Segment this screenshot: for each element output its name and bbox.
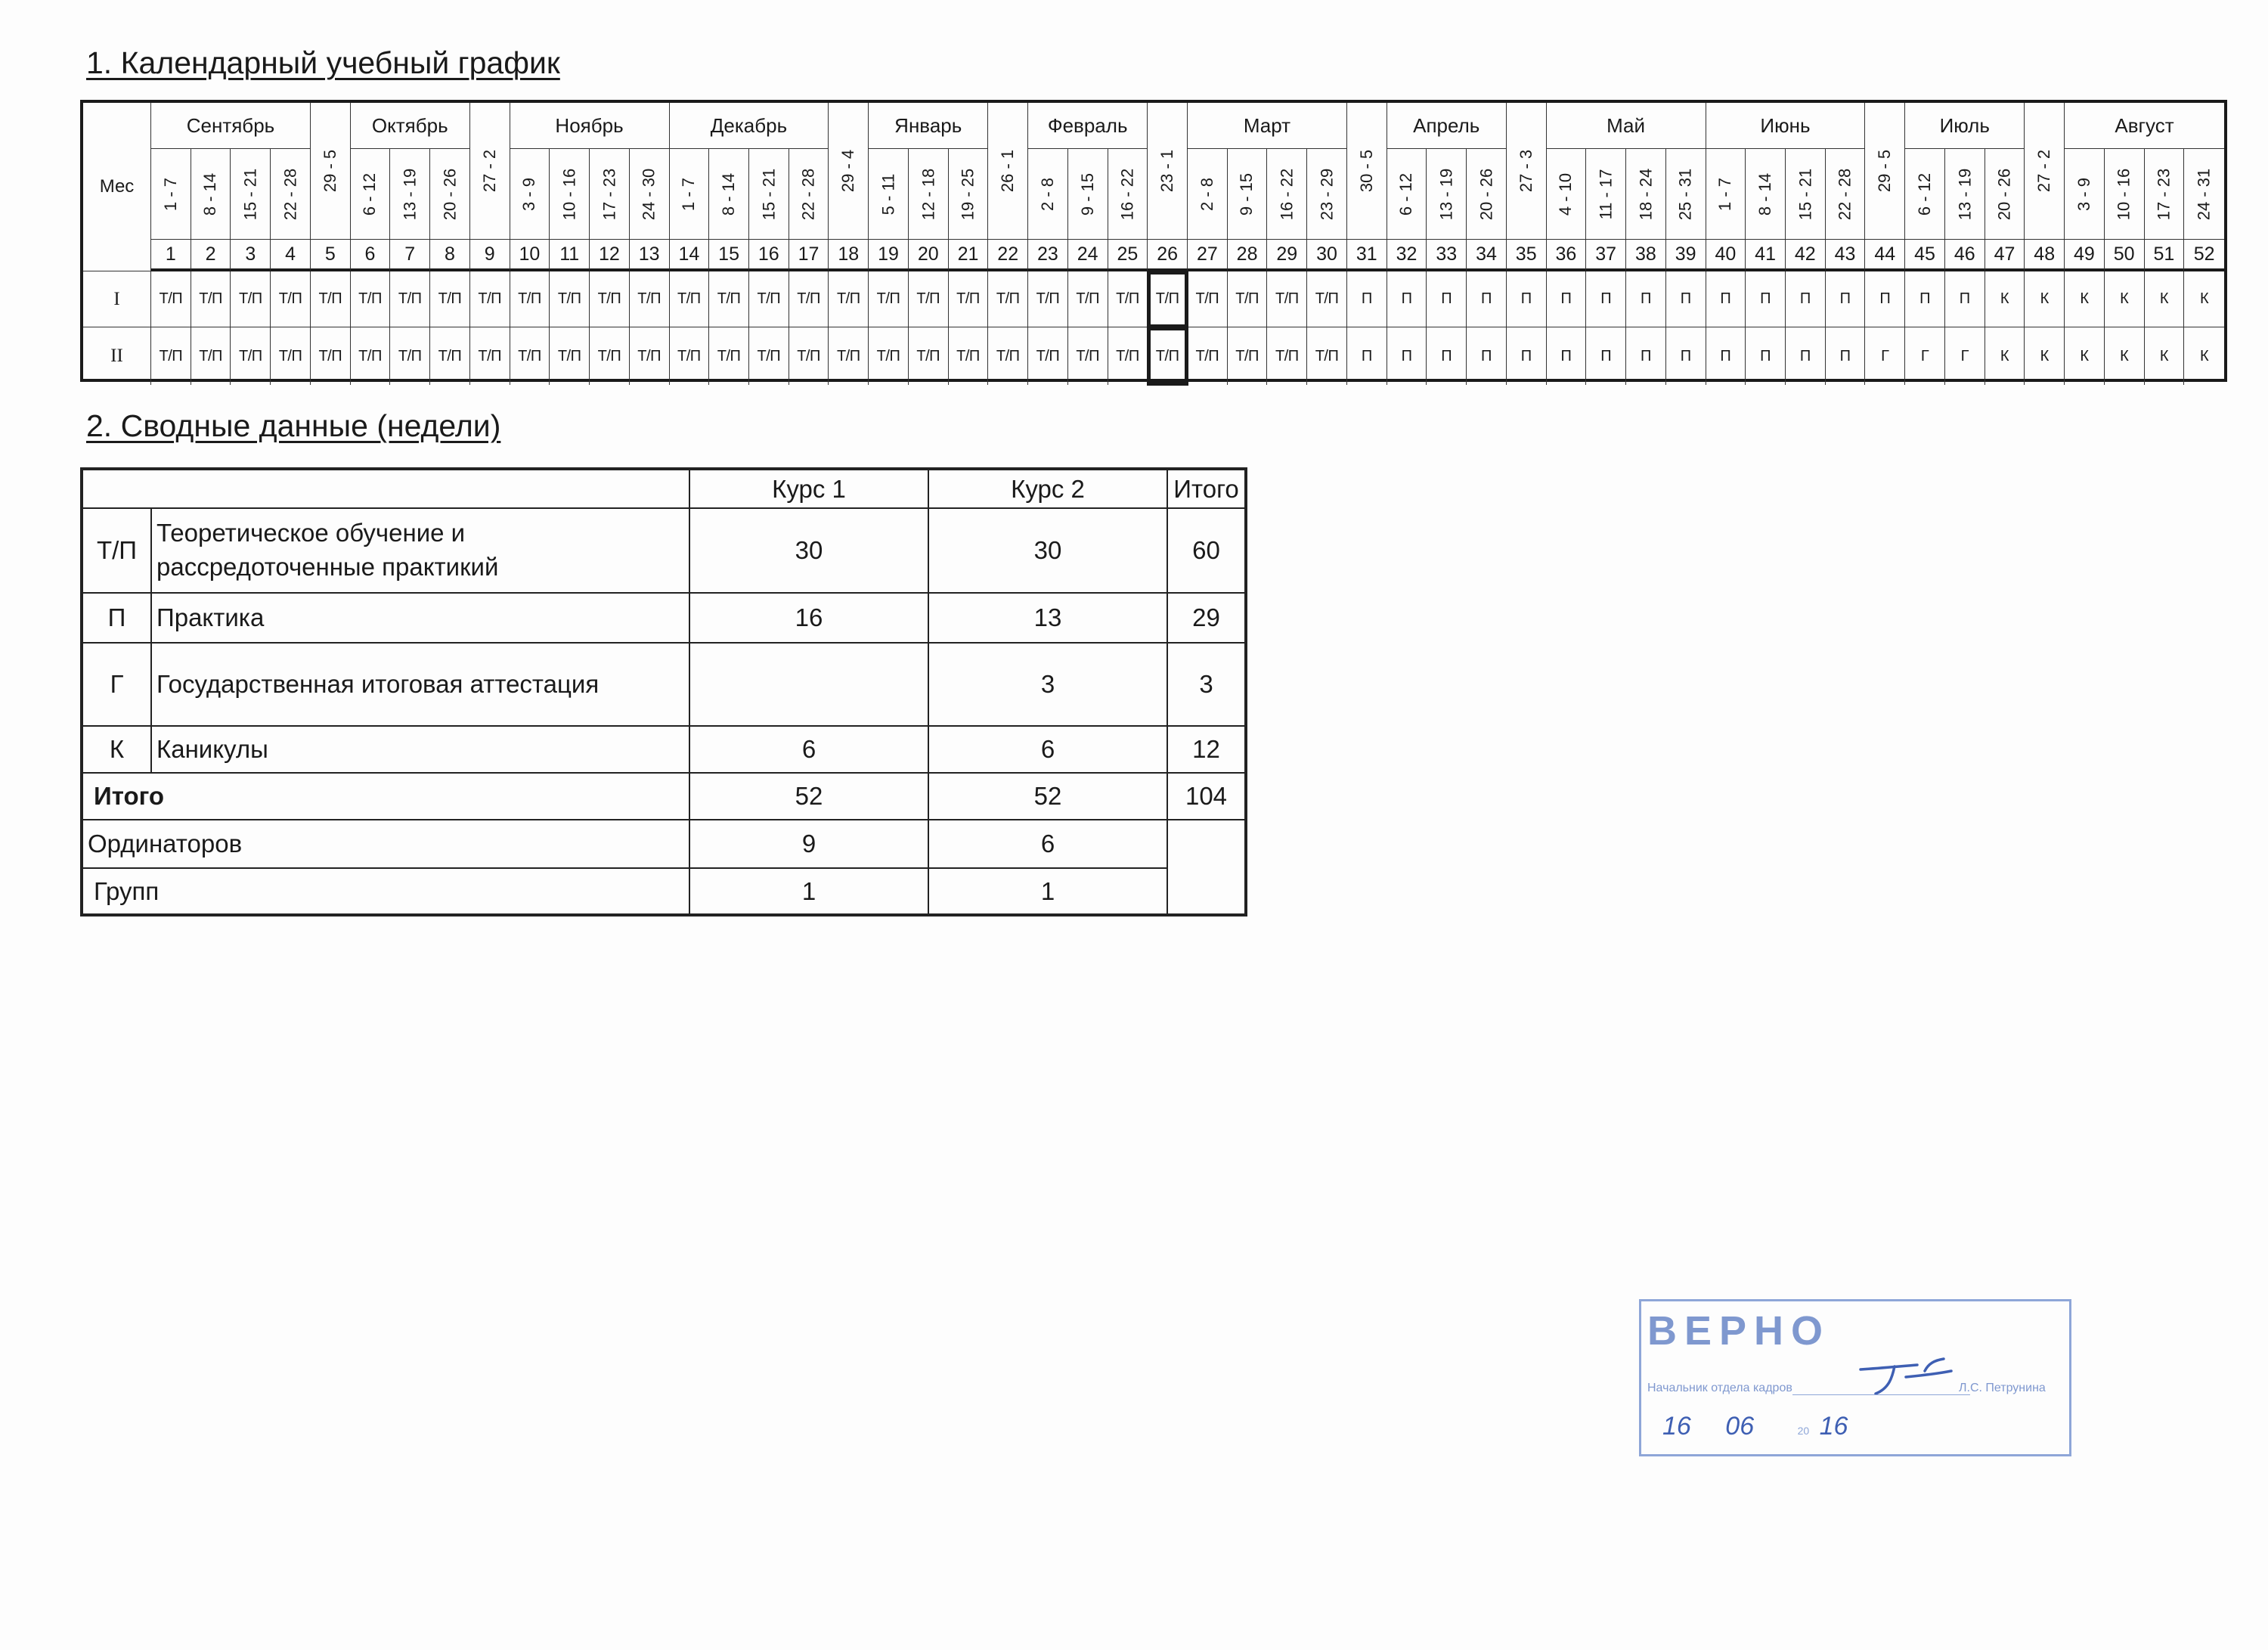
schedule-cell: П bbox=[1387, 327, 1427, 385]
schedule-cell: П bbox=[1507, 271, 1547, 327]
schedule-cell: Т/П bbox=[271, 327, 311, 385]
month-label-17: Июнь bbox=[1706, 103, 1866, 149]
schedule-cell: Т/П bbox=[749, 271, 789, 327]
schedule-cell: Т/П bbox=[430, 327, 470, 385]
month-label-5: Ноябрь bbox=[510, 103, 670, 149]
schedule-cell: Г bbox=[1905, 327, 1945, 385]
week-range-label: 13 - 19 bbox=[1427, 149, 1467, 240]
week-number: 16 bbox=[749, 240, 789, 271]
schedule-cell: Т/П bbox=[1148, 271, 1188, 327]
section-calendar-title: 1. Календарный учебный график bbox=[86, 45, 560, 80]
week-number: 25 bbox=[1108, 240, 1148, 271]
week-number: 21 bbox=[949, 240, 989, 271]
schedule-cell: Т/П bbox=[1228, 271, 1268, 327]
schedule-cell: К bbox=[2105, 327, 2145, 385]
summary-row-groups bbox=[82, 868, 1246, 915]
week-number: 46 bbox=[1945, 240, 1985, 271]
schedule-cell: П bbox=[1786, 327, 1826, 385]
groups-course-2: 1 bbox=[928, 868, 1167, 915]
week-range-label: 8 - 14 bbox=[709, 149, 749, 240]
week-number: 29 bbox=[1267, 240, 1307, 271]
week-number: 7 bbox=[390, 240, 430, 271]
row-course-1: 16 bbox=[689, 593, 928, 643]
week-number: 8 bbox=[430, 240, 470, 271]
week-range-label: 22 - 28 bbox=[789, 149, 829, 240]
schedule-cell: П bbox=[1626, 327, 1666, 385]
schedule-cell: Т/П bbox=[311, 327, 351, 385]
month-label-10: Февраль bbox=[1028, 103, 1148, 149]
week-number: 28 bbox=[1228, 240, 1268, 271]
month-label-1: Сентябрь bbox=[151, 103, 311, 149]
calendar-schedule-grid bbox=[80, 100, 2227, 382]
header-course-2: Курс 2 bbox=[928, 469, 1167, 508]
schedule-cell: Т/П bbox=[1228, 327, 1268, 385]
schedule-cell: П bbox=[1666, 327, 1706, 385]
summary-row-total bbox=[82, 773, 1246, 820]
schedule-cell: Т/П bbox=[390, 271, 430, 327]
week-number: 39 bbox=[1666, 240, 1706, 271]
summary-weeks-table bbox=[80, 467, 1247, 916]
schedule-cell: Т/П bbox=[311, 271, 351, 327]
summary-row-theory bbox=[82, 508, 1246, 593]
section-summary-title: 2. Сводные данные (недели) bbox=[86, 408, 501, 443]
week-number: 38 bbox=[1626, 240, 1666, 271]
month-label-14: Апрель bbox=[1387, 103, 1507, 149]
schedule-cell: П bbox=[1547, 327, 1587, 385]
week-range-label: 10 - 16 bbox=[2105, 149, 2145, 240]
week-range-label: 20 - 26 bbox=[430, 149, 470, 240]
week-range-label: 18 - 24 bbox=[1626, 149, 1666, 240]
stamp-date bbox=[1662, 1412, 1848, 1441]
schedule-cell: П bbox=[1347, 271, 1387, 327]
schedule-cell: Т/П bbox=[351, 271, 391, 327]
week-number: 43 bbox=[1826, 240, 1866, 271]
total-course-2: 52 bbox=[928, 773, 1167, 820]
schedule-cell: П bbox=[1666, 271, 1706, 327]
schedule-cell: Т/П bbox=[231, 327, 271, 385]
week-range-label: 3 - 9 bbox=[510, 149, 550, 240]
schedule-cell: Т/П bbox=[789, 271, 829, 327]
week-number: 4 bbox=[271, 240, 311, 271]
week-number: 1 bbox=[151, 240, 191, 271]
week-range-label: 5 - 11 bbox=[869, 149, 909, 240]
row-course-1: 6 bbox=[689, 726, 928, 773]
schedule-cell: Т/П bbox=[670, 271, 710, 327]
row-course-2: 6 bbox=[928, 726, 1167, 773]
schedule-cell: П bbox=[1905, 271, 1945, 327]
schedule-cell: Т/П bbox=[590, 327, 630, 385]
schedule-cell: К bbox=[1985, 271, 2025, 327]
schedule-cell: Т/П bbox=[191, 271, 231, 327]
row-course-1: 30 bbox=[689, 508, 928, 593]
schedule-cell: К bbox=[2200, 347, 2209, 364]
residents-total-empty bbox=[1167, 820, 1246, 915]
row-code: П bbox=[82, 593, 151, 643]
schedule-cell: Т/П bbox=[1108, 327, 1148, 385]
month-label-8: Январь bbox=[869, 103, 988, 149]
week-range-label: 1 - 7 bbox=[151, 149, 191, 240]
week-range-label: 2 - 8 bbox=[1028, 149, 1068, 240]
schedule-cell: Т/П bbox=[909, 327, 949, 385]
total-overall: 104 bbox=[1167, 773, 1246, 820]
week-number: 6 bbox=[351, 240, 391, 271]
schedule-cell: Т/П bbox=[430, 271, 470, 327]
stamp-year-prefix: 20 bbox=[1797, 1425, 1810, 1437]
schedule-cell: П bbox=[1427, 327, 1467, 385]
stamp-name: Л.С. Петрунина bbox=[1959, 1382, 2046, 1394]
schedule-cell: Т/П bbox=[630, 271, 670, 327]
schedule-cell: П bbox=[1945, 271, 1985, 327]
row-total: 60 bbox=[1167, 508, 1246, 593]
schedule-cell: П bbox=[1586, 271, 1626, 327]
summary-header-blank bbox=[82, 469, 689, 508]
schedule-cell: П bbox=[1347, 327, 1387, 385]
schedule-cell: Т/П bbox=[949, 327, 989, 385]
week-range-label: 15 - 21 bbox=[231, 149, 271, 240]
schedule-cell: Т/П bbox=[988, 327, 1028, 385]
week-range-label: 24 - 30 bbox=[630, 149, 670, 240]
transition-week-label: 26 - 1 bbox=[988, 103, 1028, 240]
week-range-label: 20 - 26 bbox=[1985, 149, 2025, 240]
week-range-label: 1 - 7 bbox=[670, 149, 710, 240]
schedule-cell: Т/П bbox=[709, 327, 749, 385]
week-number: 9 bbox=[470, 240, 510, 271]
row-label: Практика bbox=[151, 593, 689, 643]
schedule-cell: Т/П bbox=[1267, 327, 1307, 385]
schedule-cell: Т/П bbox=[630, 327, 670, 385]
schedule-cell: Т/П bbox=[1307, 327, 1347, 385]
week-range-label: 19 - 25 bbox=[949, 149, 989, 240]
row-total: 29 bbox=[1167, 593, 1246, 643]
row-code: Т/П bbox=[82, 508, 151, 593]
summary-row-practice bbox=[82, 593, 1246, 643]
schedule-cell: Т/П bbox=[829, 327, 869, 385]
schedule-cell: К bbox=[1985, 327, 2025, 385]
schedule-cell: Г bbox=[1865, 327, 1905, 385]
week-range-label: 8 - 14 bbox=[191, 149, 231, 240]
week-range-label: 17 - 23 bbox=[2145, 149, 2185, 240]
week-number: 49 bbox=[2065, 240, 2105, 271]
schedule-cell: К bbox=[2025, 327, 2065, 385]
schedule-cell: Г bbox=[1945, 327, 1985, 385]
week-number: 42 bbox=[1786, 240, 1826, 271]
row-total: 3 bbox=[1167, 643, 1246, 726]
week-number: 37 bbox=[1586, 240, 1626, 271]
schedule-cell: Т/П bbox=[829, 271, 869, 327]
week-range-label: 22 - 28 bbox=[1826, 149, 1866, 240]
schedule-cell: Т/П bbox=[1148, 327, 1188, 385]
schedule-cell: Т/П bbox=[869, 327, 909, 385]
residents-course-1: 9 bbox=[689, 820, 928, 868]
total-course-1: 52 bbox=[689, 773, 928, 820]
week-range-label: 4 - 10 bbox=[1547, 149, 1587, 240]
groups-label: Групп bbox=[82, 868, 689, 915]
stamp-position: Начальник отдела кадров bbox=[1647, 1382, 1792, 1394]
week-range-label: 16 - 22 bbox=[1108, 149, 1148, 240]
residents-course-2: 6 bbox=[928, 820, 1167, 868]
schedule-cell: К bbox=[2065, 327, 2105, 385]
schedule-cell: Т/П bbox=[1307, 271, 1347, 327]
week-number: 27 bbox=[1188, 240, 1228, 271]
week-range-label: 13 - 19 bbox=[1945, 149, 1985, 240]
week-number: 11 bbox=[550, 240, 590, 271]
week-number: 40 bbox=[1706, 240, 1746, 271]
week-number: 34 bbox=[1467, 240, 1507, 271]
transition-week-label: 30 - 5 bbox=[1347, 103, 1387, 240]
schedule-cell: П bbox=[1387, 271, 1427, 327]
schedule-cell: П bbox=[1746, 271, 1786, 327]
schedule-cell: Т/П bbox=[351, 327, 391, 385]
week-number: 15 bbox=[709, 240, 749, 271]
week-range-label: 6 - 12 bbox=[1387, 149, 1427, 240]
stamp-day: 16 bbox=[1662, 1412, 1691, 1441]
schedule-cell: Т/П bbox=[1068, 327, 1108, 385]
schedule-cell: П bbox=[1826, 271, 1866, 327]
week-range-label: 10 - 16 bbox=[550, 149, 590, 240]
week-number: 31 bbox=[1347, 240, 1387, 271]
week-number: 30 bbox=[1307, 240, 1347, 271]
week-number: 36 bbox=[1547, 240, 1587, 271]
schedule-cell: П bbox=[1586, 327, 1626, 385]
schedule-cell: Т/П bbox=[510, 271, 550, 327]
week-number: 2 bbox=[191, 240, 231, 271]
schedule-cell: Т/П bbox=[670, 327, 710, 385]
stamp-month: 06 bbox=[1725, 1412, 1755, 1441]
schedule-cell: Т/П bbox=[550, 327, 590, 385]
month-label-12: Март bbox=[1188, 103, 1347, 149]
week-number: 17 bbox=[789, 240, 829, 271]
schedule-cell: Т/П bbox=[590, 271, 630, 327]
schedule-cell: Т/П bbox=[909, 271, 949, 327]
week-range-label: 6 - 12 bbox=[1905, 149, 1945, 240]
summary-row-residents bbox=[82, 820, 1246, 868]
schedule-cell: Т/П bbox=[789, 327, 829, 385]
schedule-cell: К bbox=[2145, 327, 2185, 385]
schedule-cell: Т/П bbox=[869, 271, 909, 327]
transition-week-label: 29 - 5 bbox=[1865, 103, 1905, 240]
week-number: 41 bbox=[1746, 240, 1786, 271]
schedule-cell: Т/П bbox=[191, 327, 231, 385]
schedule-cell: Т/П bbox=[1267, 271, 1307, 327]
schedule-cell: Т/П bbox=[949, 271, 989, 327]
week-range-label: 2 - 8 bbox=[1188, 149, 1228, 240]
week-number: 5 bbox=[311, 240, 351, 271]
transition-week-label: 27 - 2 bbox=[2025, 103, 2065, 240]
header-total: Итого bbox=[1167, 469, 1246, 508]
stamp-year: 16 bbox=[1819, 1412, 1848, 1441]
transition-week-label: 23 - 1 bbox=[1148, 103, 1188, 240]
schedule-cell: Т/П bbox=[1108, 271, 1148, 327]
schedule-cell: К bbox=[2065, 271, 2105, 327]
week-range-label: 25 - 31 bbox=[1666, 149, 1706, 240]
week-range-label: 13 - 19 bbox=[390, 149, 430, 240]
schedule-cell: П bbox=[1467, 327, 1507, 385]
week-number: 48 bbox=[2025, 240, 2065, 271]
week-range-label: 1 - 7 bbox=[1706, 149, 1746, 240]
week-number: 14 bbox=[670, 240, 710, 271]
month-label-3: Октябрь bbox=[351, 103, 470, 149]
residents-label: Ординаторов bbox=[82, 820, 689, 868]
schedule-cell: Т/П bbox=[151, 271, 191, 327]
week-range-label: 9 - 15 bbox=[1068, 149, 1108, 240]
schedule-cell: П bbox=[1427, 271, 1467, 327]
week-number: 52 bbox=[2184, 240, 2224, 271]
week-range-label: 9 - 15 bbox=[1228, 149, 1268, 240]
course-label: II bbox=[83, 327, 151, 385]
week-number: 44 bbox=[1865, 240, 1905, 271]
month-label-16: Май bbox=[1547, 103, 1706, 149]
week-range-label: 23 - 29 bbox=[1307, 149, 1347, 240]
week-number: 13 bbox=[630, 240, 670, 271]
schedule-cell: Т/П bbox=[271, 271, 311, 327]
row-label: Каникулы bbox=[151, 726, 689, 773]
schedule-cell: П bbox=[1826, 327, 1866, 385]
transition-week-label: 29 - 4 bbox=[829, 103, 869, 240]
schedule-cell: П bbox=[1626, 271, 1666, 327]
schedule-cell: Т/П bbox=[1028, 327, 1068, 385]
stamp-title: ВЕРНО bbox=[1647, 1308, 1831, 1354]
month-label-6: Декабрь bbox=[670, 103, 829, 149]
schedule-cell: Т/П bbox=[231, 271, 271, 327]
week-range-label: 17 - 23 bbox=[590, 149, 630, 240]
week-number: 18 bbox=[829, 240, 869, 271]
month-label-19: Июль bbox=[1905, 103, 2025, 149]
schedule-cell: Т/П bbox=[709, 271, 749, 327]
row-course-2: 13 bbox=[928, 593, 1167, 643]
schedule-cell: П bbox=[1507, 327, 1547, 385]
row-code: Г bbox=[82, 643, 151, 726]
row-course-2: 3 bbox=[928, 643, 1167, 726]
groups-course-1: 1 bbox=[689, 868, 928, 915]
schedule-cell: К bbox=[2145, 271, 2185, 327]
week-number: 50 bbox=[2105, 240, 2145, 271]
schedule-cell: Т/П bbox=[550, 271, 590, 327]
summary-row-attestation bbox=[82, 643, 1246, 726]
row-total: 12 bbox=[1167, 726, 1246, 773]
week-number: 12 bbox=[590, 240, 630, 271]
header-course-1: Курс 1 bbox=[689, 469, 928, 508]
schedule-cell: Т/П bbox=[1188, 327, 1228, 385]
transition-week-label: 27 - 3 bbox=[1507, 103, 1547, 240]
week-range-label: 22 - 28 bbox=[271, 149, 311, 240]
week-number: 10 bbox=[510, 240, 550, 271]
week-number: 33 bbox=[1427, 240, 1467, 271]
schedule-cell: Т/П bbox=[390, 327, 430, 385]
week-number: 22 bbox=[988, 240, 1028, 271]
week-range-label: 12 - 18 bbox=[909, 149, 949, 240]
week-range-label: 3 - 9 bbox=[2065, 149, 2105, 240]
week-range-label: 11 - 17 bbox=[1586, 149, 1626, 240]
month-label-21: Август bbox=[2065, 103, 2224, 149]
week-range-label: 15 - 21 bbox=[1786, 149, 1826, 240]
course-label: I bbox=[83, 271, 151, 327]
row-course-2: 30 bbox=[928, 508, 1167, 593]
week-number: 47 bbox=[1985, 240, 2025, 271]
week-range-label: 24 - 31 bbox=[2184, 149, 2224, 240]
schedule-cell: Т/П bbox=[1188, 271, 1228, 327]
schedule-cell: Т/П bbox=[470, 271, 510, 327]
schedule-cell: Т/П bbox=[470, 327, 510, 385]
schedule-cell: К bbox=[2025, 271, 2065, 327]
week-range-label: 6 - 12 bbox=[351, 149, 391, 240]
schedule-cell: Т/П bbox=[749, 327, 789, 385]
schedule-cell: П bbox=[1706, 327, 1746, 385]
schedule-cell: Т/П bbox=[151, 327, 191, 385]
total-label: Итого bbox=[82, 773, 689, 820]
row-code: К bbox=[82, 726, 151, 773]
week-range-label: 20 - 26 bbox=[1467, 149, 1507, 240]
schedule-cell: П bbox=[1547, 271, 1587, 327]
stamp-position-line bbox=[1647, 1382, 1970, 1395]
week-range-label: 16 - 22 bbox=[1267, 149, 1307, 240]
schedule-cell: П bbox=[1786, 271, 1826, 327]
week-number: 32 bbox=[1387, 240, 1427, 271]
week-number: 24 bbox=[1068, 240, 1108, 271]
schedule-cell: Т/П bbox=[988, 271, 1028, 327]
week-number: 51 bbox=[2145, 240, 2185, 271]
week-number: 26 bbox=[1148, 240, 1188, 271]
summary-header-row bbox=[82, 469, 1246, 508]
week-number: 19 bbox=[869, 240, 909, 271]
row-label: Государственная итоговая аттестация bbox=[151, 643, 689, 726]
week-number: 35 bbox=[1507, 240, 1547, 271]
week-number: 45 bbox=[1905, 240, 1945, 271]
verified-stamp bbox=[1639, 1299, 2071, 1456]
summary-row-holidays bbox=[82, 726, 1246, 773]
schedule-cell: П bbox=[1865, 271, 1905, 327]
transition-week-label: 29 - 5 bbox=[311, 103, 351, 240]
schedule-cell: П bbox=[1467, 271, 1507, 327]
week-range-label: 8 - 14 bbox=[1746, 149, 1786, 240]
schedule-cell: Т/П bbox=[510, 327, 550, 385]
week-range-label: 15 - 21 bbox=[749, 149, 789, 240]
schedule-cell: К bbox=[2184, 271, 2224, 327]
month-header-corner: Мес bbox=[83, 103, 151, 271]
schedule-cell: Т/П bbox=[1028, 271, 1068, 327]
transition-week-label: 27 - 2 bbox=[470, 103, 510, 240]
week-number: 3 bbox=[231, 240, 271, 271]
schedule-cell: П bbox=[1746, 327, 1786, 385]
row-label: Теоретическое обучение и рассредоточенные практикий bbox=[151, 508, 689, 593]
schedule-cell: К bbox=[2105, 271, 2145, 327]
schedule-cell: П bbox=[1706, 271, 1746, 327]
week-number: 23 bbox=[1028, 240, 1068, 271]
schedule-cell: Т/П bbox=[1068, 271, 1108, 327]
week-number: 20 bbox=[909, 240, 949, 271]
row-course-1 bbox=[689, 643, 928, 726]
